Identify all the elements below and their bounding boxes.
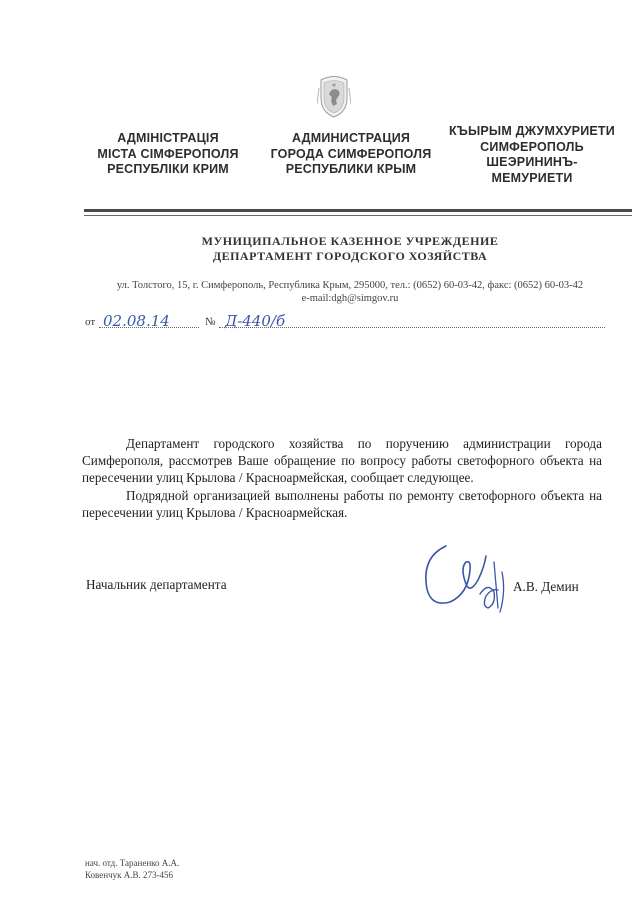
organization-address: ул. Толстого, 15, г. Симферополь, Республика Крым, 295000, тел.: (0652) 60-03-42, факс: (0652) 60-03-42 e-mail:dgh@simgov.ru	[116, 280, 584, 304]
header-divider	[84, 209, 632, 212]
handwritten-number: Д-440/б	[225, 312, 286, 330]
organization-name: МУНИЦИПАЛЬНОЕ КАЗЕННОЕ УЧРЕЖДЕНИЕ ДЕПАРТАМЕНТ ГОРОДСКОГО ХОЗЯЙСТВА	[201, 234, 499, 263]
header-ukrainian: АДМІНІСТРАЦІЯ МІСТА СІМФЕРОПОЛЯ РЕСПУБЛІКИ КРИМ	[97, 131, 239, 176]
header-divider-thin	[84, 215, 632, 216]
handwritten-signature-icon	[410, 542, 520, 622]
executor-info: нач. отд. Тараненко А.А. Ковенчук А.В. 273-456	[85, 858, 180, 880]
letter-body	[82, 435, 602, 521]
signatory-title: Начальник департамента	[86, 577, 227, 592]
number-label: №	[205, 316, 216, 328]
date-label: от	[85, 316, 96, 328]
body-paragraph-2: Подрядной организацией выполнены работы по ремонту светофорного объекта на пересечении улиц Крылова / Красноармейская.	[82, 487, 602, 520]
crimea-emblem-icon	[317, 74, 351, 118]
handwritten-date: 02.08.14	[103, 312, 170, 330]
registration-line	[85, 308, 605, 332]
header-russian: АДМИНИСТРАЦИЯ ГОРОДА СИМФЕРОПОЛЯ РЕСПУБЛИКИ КРЫМ	[270, 131, 432, 176]
signatory-name: А.В. Демин	[513, 579, 579, 594]
header-crimean-tatar: КЪЫРЫМ ДЖУМХУРИЕТИ СИМФЕРОПОЛЬ ШЕЭРИНИНЪ- МЕМУРИЕТИ	[449, 124, 615, 185]
body-paragraph-1: Департамент городского хозяйства по поручению администрации города Симферополя, рассмотрев Ваше обращение по вопросу работы светофорного объекта на пересечении улиц Крылова / Красноармейская, сообщает следующее.	[82, 436, 602, 486]
